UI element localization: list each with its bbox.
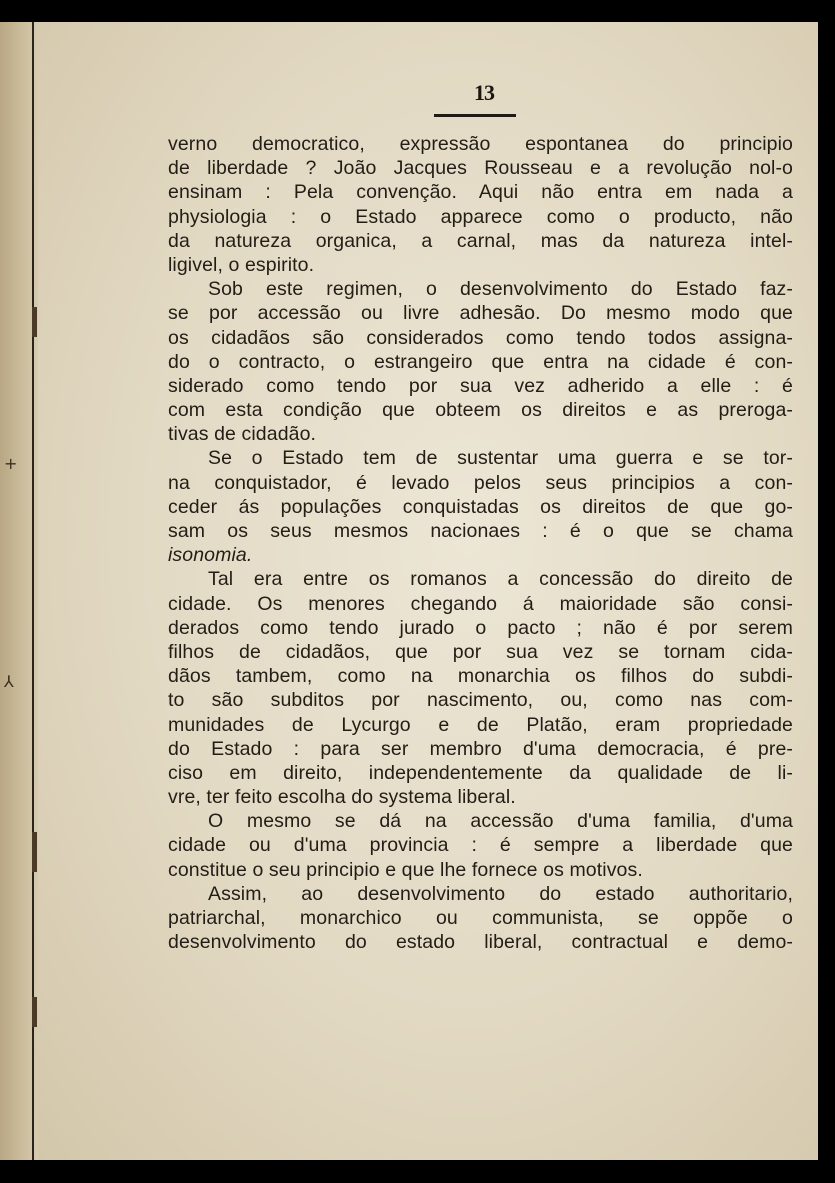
text-line: Se o Estado tem de sustentar uma guerra e se tor- [208,447,793,470]
text-line: derados como tendo jurado o pacto ; não é por serem [168,616,793,639]
text-line: com esta condição que obteem os direitos e as preroga- [168,399,793,422]
page-number-rule [434,114,516,117]
text-line: patriarchal, monarchico ou communista, se oppõe o [168,907,793,929]
text-line: se por accessão ou livre adhesão. Do mesmo modo que [168,302,793,325]
body-text [168,132,793,954]
text-line: physiologia : o Estado apparece como o producto, não [168,205,793,228]
text-line: do o contracto, o estrangeiro que entra na cidade é con- [168,350,793,373]
text-line: desenvolvimento do estado liberal, contractual e demo- [168,931,793,954]
text-line: filhos de cidadãos, que por sua vez se tornam cida- [168,640,793,663]
text-line: ensinam : Pela convenção. Aqui não entra em nada a [168,181,793,204]
text-line: Sob este regimen, o desenvolvimento do Estado faz- [208,278,793,301]
text-line: na conquistador, é levado pelos seus principios a con- [168,471,793,494]
page-number: 13 [474,80,494,105]
text-line: constitue o seu principio e que lhe fornece os motivos. [168,858,643,881]
text-line: to são subditos por nascimento, ou, como nas com- [168,689,793,712]
text-line: vre, ter feito escolha do systema liberal. [168,786,516,809]
text-line: Assim, ao desenvolvimento do estado authoritario, [208,882,793,905]
gutter-spot [32,832,37,872]
text-line: dãos tambem, como na monarchia os filhos do subdi- [168,665,793,688]
text-line: da natureza organica, a carnal, mas da natureza intel- [168,229,793,252]
text-line: os cidadãos são considerados como tendo todos assigna- [168,326,793,349]
text-line: ceder ás populações conquistadas os direitos de que go- [168,495,793,518]
facing-page-edge [0,22,38,1160]
text-line: ciso em direito, independentemente da qualidade de li- [168,761,793,784]
text-line: isonomia. [168,544,253,567]
margin-mark: + [4,454,18,473]
gutter-spot [32,997,37,1027]
binding-mark [32,22,34,1160]
book-page [38,22,818,1160]
text-line: O mesmo se dá na accessão d'uma familia, d'uma [208,810,793,833]
text-line: tivas de cidadão. [168,423,317,446]
text-line: sam os seus mesmos nacionaes : é o que se chama [168,520,793,542]
text-line: cidade. Os menores chegando á maioridade são consi- [168,592,793,615]
text-line: Tal era entre os romanos a concessão do direito de [208,568,793,591]
text-line: siderado como tendo por sua vez adherido a elle : é [168,374,793,397]
text-line: cidade ou d'uma provincia : é sempre a liberdade que [168,834,793,857]
text-line: do Estado : para ser membro d'uma democracia, é pre- [168,737,793,760]
gutter-spot [32,307,37,337]
text-line: de liberdade ? João Jacques Rousseau e a revolução nol-o [168,157,793,180]
margin-mark: ⅄ [4,672,14,691]
text-line: verno democratico, expressão espontanea do principio [168,133,793,155]
text-line: munidades de Lycurgo e de Platão, eram propriedade [168,713,793,736]
text-line: ligivel, o espirito. [168,253,315,276]
